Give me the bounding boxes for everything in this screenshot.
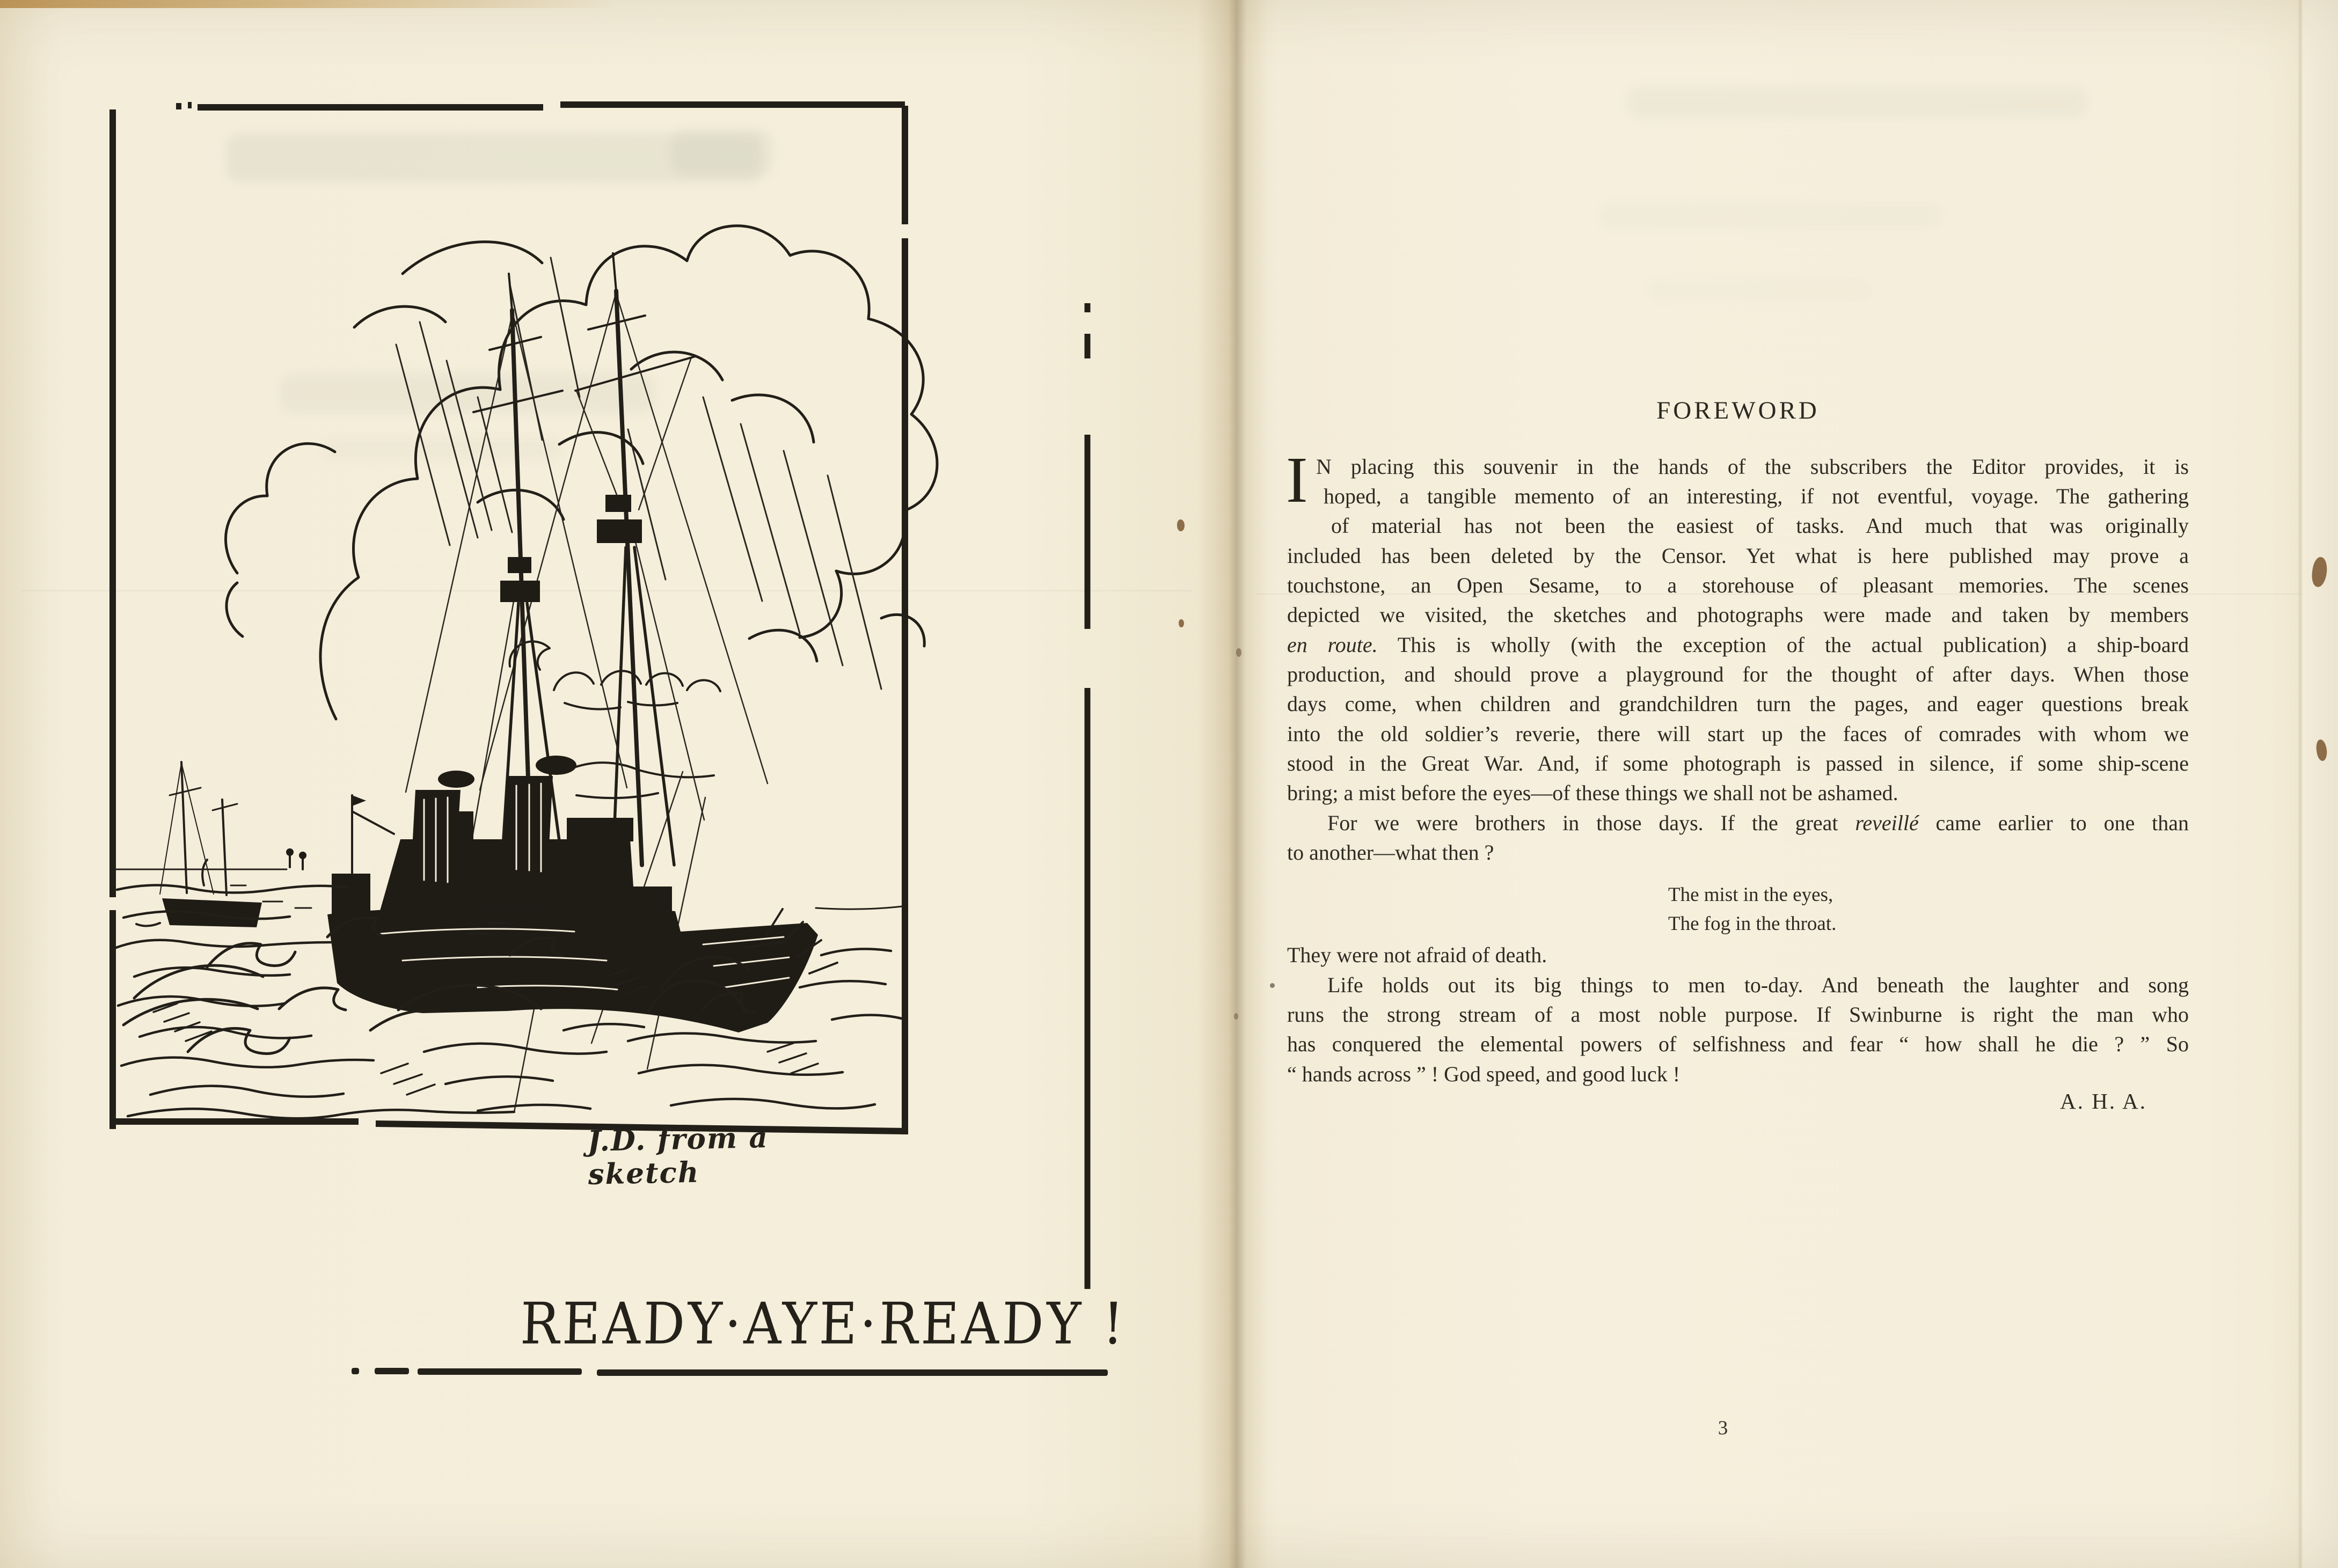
- foreword-line: bring; a mist before the eyes—of these things we shall not be ashamed.: [1287, 781, 1898, 805]
- foreword-line: “ hands across ” ! God speed, and good luck !: [1287, 1062, 1681, 1086]
- motto-underline-dash: [352, 1368, 359, 1374]
- italic-phrase: en route.: [1287, 633, 1378, 657]
- page-edge: [2303, 0, 2338, 1568]
- foreword-line: into the old soldier’s reverie, there will start up the faces of comrades with whom we: [1287, 722, 2189, 746]
- foreword-line: For we were brothers in those days. If the great reveillé came earlier to one than: [1327, 811, 2189, 835]
- motto-underline-dash: [418, 1368, 582, 1375]
- dropcap-initial: I: [1286, 444, 1308, 516]
- author-initials: A. H. A.: [2060, 1089, 2147, 1113]
- foreword-line: included has been deleted by the Censor. Yet what is here published may prove a: [1287, 544, 2189, 568]
- battleship-hull: [162, 495, 818, 1032]
- verse-line: The mist in the eyes,: [1668, 884, 1833, 906]
- motto-underline-dash: [375, 1368, 409, 1374]
- motto-underline-dash: [597, 1369, 1108, 1376]
- showthrough-ghost: [1599, 203, 1943, 229]
- foreword-line: hoped, a tangible memento of an interesting, if not eventful, voyage. The gathering: [1324, 484, 2189, 508]
- foreword-heading: FOREWORD: [1656, 397, 1820, 424]
- foreword-line: touchstone, an Open Sesame, to a storehouse of pleasant memories. The scenes: [1287, 573, 2189, 597]
- italic-phrase: reveillé: [1855, 811, 1919, 835]
- foreword-line: to another—what then ?: [1287, 840, 1494, 864]
- page-edge-crease: [2297, 0, 2303, 1568]
- verse-line: The fog in the throat.: [1668, 913, 1837, 935]
- book-top-edge: [0, 0, 617, 8]
- sketch-caption: J.D. from a sketch: [587, 1120, 769, 1191]
- foreword-line: en route. This is wholly (with the exception of the actual publication) a ship-board: [1287, 633, 2189, 657]
- foreword-line: depicted we visited, the sketches and photographs were made and taken by members: [1287, 603, 2189, 627]
- showthrough-ghost: [1626, 86, 2088, 119]
- foreword-line: Life holds out its big things to men to-day. And beneath the laughter and song: [1327, 973, 2189, 997]
- page-number: 3: [1718, 1417, 1728, 1439]
- foreword-line: stood in the Great War. And, if some photograph is passed in silence, if some ship-scene: [1287, 751, 2189, 775]
- motto-lettering: READY·AYE·READY !: [520, 1290, 1127, 1357]
- foreword-line: N placing this souvenir in the hands of the subscribers the Editor provides, it is: [1316, 455, 2189, 479]
- showthrough-ghost: [1648, 279, 1873, 301]
- foreword-line: runs the strong stream of a most noble purpose. If Swinburne is right the man who: [1287, 1002, 2189, 1027]
- foreword-line: of material has not been the easiest of tasks. And much that was originally: [1331, 514, 2189, 538]
- foreword-line: production, and should prove a playground for the thought of after days. When those: [1287, 662, 2189, 686]
- foreword-line: has conquered the elemental powers of selfishness and fear “ how shall he die ? ” So: [1287, 1032, 2189, 1056]
- foreword-line: days come, when children and grandchildren turn the pages, and eager questions break: [1287, 692, 2189, 716]
- foreword-line: They were not afraid of death.: [1287, 943, 1547, 967]
